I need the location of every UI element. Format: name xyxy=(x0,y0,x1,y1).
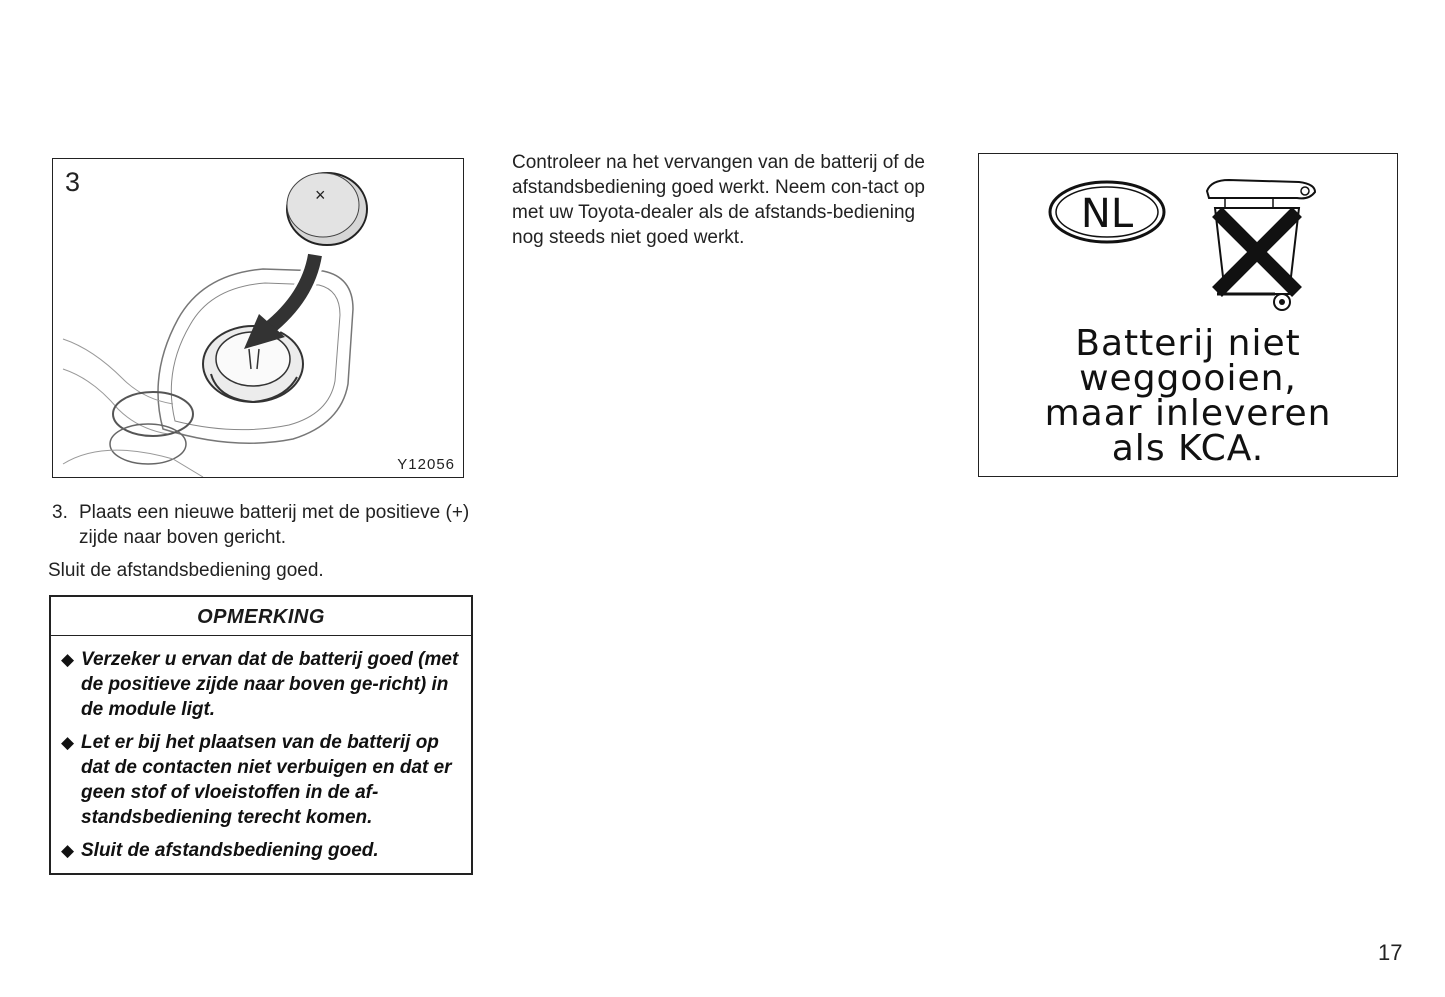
step-text: Plaats een nieuwe batterij met de positieve (+) zijde naar boven gericht. xyxy=(79,502,470,548)
key-fob-illustration xyxy=(53,159,464,478)
battery-replacement-figure xyxy=(52,158,464,478)
note-item-text: Let er bij het plaatsen van de batterij op dat de contacten niet verbuigen en dat er geen stof of vloeistoffen in de af-standsbediening terecht komen. xyxy=(81,732,452,828)
page-number: 17 xyxy=(1378,940,1403,965)
note-box xyxy=(49,595,473,875)
country-code: NL xyxy=(1080,191,1134,237)
note-item xyxy=(61,647,461,722)
battery-disposal-notice xyxy=(978,153,1398,477)
note-item xyxy=(61,838,461,863)
figure-code: Y12056 xyxy=(397,456,455,473)
battery-mark: × xyxy=(315,185,326,205)
crossed-bin-icon xyxy=(1207,180,1315,310)
disposal-text xyxy=(979,323,1397,469)
close-instruction: Sluit de afstandsbediening goed. xyxy=(48,560,324,581)
note-item-text: Sluit de afstandsbediening goed. xyxy=(81,840,379,861)
disposal-line: als KCA. xyxy=(1111,428,1265,469)
diamond-bullet-icon: ◆ xyxy=(61,650,75,669)
disposal-line: maar inleveren xyxy=(1044,393,1332,434)
note-title: OPMERKING xyxy=(51,597,471,636)
disposal-line: weggooien, xyxy=(1079,358,1297,399)
note-item xyxy=(61,730,461,830)
note-list xyxy=(51,636,471,863)
diamond-bullet-icon: ◆ xyxy=(61,841,75,860)
diamond-bullet-icon: ◆ xyxy=(61,733,75,752)
step-number: 3. xyxy=(52,502,68,523)
disposal-line: Batterij niet xyxy=(1075,323,1301,364)
step-instruction xyxy=(52,500,472,550)
body-paragraph: Controleer na het vervangen van de batterij of de afstandsbediening goed werkt. Neem con-tact op met uw Toyota-dealer als de afstands-bediening nog steeds niet goed werkt. xyxy=(512,152,925,248)
note-item-text: Verzeker u ervan dat de batterij goed (met de positieve zijde naar boven ge-richt) in de module ligt. xyxy=(81,649,459,720)
figure-number: 3 xyxy=(65,167,81,197)
